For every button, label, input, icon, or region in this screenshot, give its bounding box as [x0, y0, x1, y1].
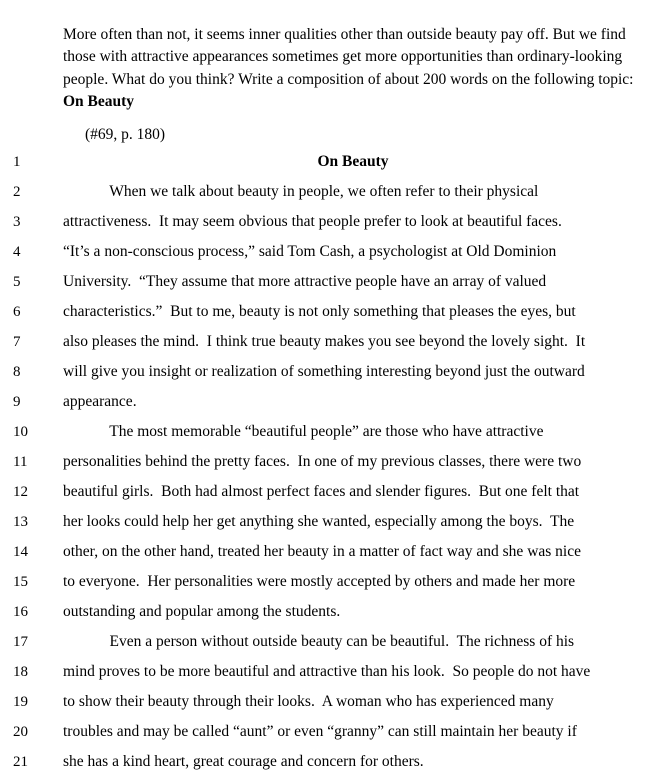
line-number: 1 — [13, 154, 21, 170]
essay-line — [0, 417, 661, 447]
source-reference: (#69, p. 180) — [85, 126, 166, 143]
essay-line-text: to everyone. Her personalities were mostly accepted by others and made her more — [63, 573, 576, 590]
essay-line — [0, 357, 661, 387]
essay-line — [0, 177, 661, 207]
line-number: 10 — [13, 424, 28, 440]
essay-line — [0, 477, 661, 507]
line-number: 7 — [13, 334, 21, 350]
essay-line-text: University. “They assume that more attractive people have an array of valued — [63, 273, 547, 290]
essay-line — [0, 237, 661, 267]
essay-line-text: she has a kind heart, great courage and concern for others. — [63, 753, 424, 770]
line-number: 15 — [13, 574, 28, 590]
essay-line — [0, 267, 661, 297]
essay-line-text: other, on the other hand, treated her beauty in a matter of fact way and she was nice — [63, 543, 581, 560]
essay-line-text: to show their beauty through their looks. A woman who has experienced many — [63, 693, 554, 710]
essay-line — [0, 597, 661, 627]
essay-line — [0, 297, 661, 327]
assignment-prompt-text: More often than not, it seems inner qualities other than outside beauty pay off. But we find those with attractive appearances sometimes get more opportunities than ordinary-looking people. What do you think? Write a composition of about 200 words on the following topic: — [63, 25, 634, 88]
line-number: 17 — [13, 634, 28, 650]
essay-line — [0, 507, 661, 537]
line-number: 9 — [13, 394, 21, 410]
line-number: 19 — [13, 694, 28, 710]
line-number: 21 — [13, 754, 28, 770]
essay-line-text: troubles and may be called “aunt” or even “granny” can still maintain her beauty if — [63, 723, 577, 740]
essay-line — [0, 657, 661, 687]
line-number: 20 — [13, 724, 28, 740]
line-number: 11 — [13, 454, 28, 470]
essay-line-text: outstanding and popular among the students. — [63, 603, 341, 620]
essay-line-text: beautiful girls. Both had almost perfect faces and slender figures. But one felt that — [63, 483, 580, 500]
essay-line — [0, 717, 661, 747]
essay-line — [0, 627, 661, 657]
essay-line-text: The most memorable “beautiful people” are those who have attractive — [63, 423, 544, 440]
essay-line — [0, 207, 661, 237]
line-number: 13 — [13, 514, 28, 530]
line-number: 14 — [13, 544, 28, 560]
line-number: 16 — [13, 604, 28, 620]
essay-line-text: When we talk about beauty in people, we often refer to their physical — [63, 183, 539, 200]
essay-title: On Beauty — [317, 153, 389, 170]
essay-line — [0, 567, 661, 597]
line-number: 12 — [13, 484, 28, 500]
line-number: 4 — [13, 244, 21, 260]
essay-line-text: “It’s a non-conscious process,” said Tom Cash, a psychologist at Old Dominion — [63, 243, 557, 260]
line-number: 5 — [13, 274, 21, 290]
line-number: 18 — [13, 664, 28, 680]
essay-line — [0, 147, 661, 177]
essay-line-text: personalities behind the pretty faces. In one of my previous classes, there were two — [63, 453, 582, 470]
essay-line — [0, 537, 661, 567]
essay-line-text: her looks could help her get anything she wanted, especially among the boys. The — [63, 513, 575, 530]
essay-line-text: attractiveness. It may seem obvious that people prefer to look at beautiful faces. — [63, 213, 562, 230]
essay-line — [0, 387, 661, 417]
line-number: 8 — [13, 364, 21, 380]
essay-line-text: also pleases the mind. I think true beauty makes you see beyond the lovely sight. It — [63, 333, 586, 350]
essay-line — [0, 327, 661, 357]
essay-line-text: appearance. — [63, 393, 137, 410]
essay-body — [0, 147, 661, 777]
essay-line-text: Even a person without outside beauty can be beautiful. The richness of his — [63, 633, 575, 650]
assignment-prompt — [63, 24, 649, 114]
essay-line — [0, 447, 661, 477]
line-number: 2 — [13, 184, 21, 200]
essay-line-text: characteristics.” But to me, beauty is not only something that pleases the eyes, but — [63, 303, 576, 320]
essay-line-text: mind proves to be more beautiful and attractive than his look. So people do not have — [63, 663, 591, 680]
essay-line-text: will give you insight or realization of something interesting beyond just the outward — [63, 363, 585, 380]
line-number: 3 — [13, 214, 21, 230]
essay-line — [0, 687, 661, 717]
assignment-topic: On Beauty — [63, 93, 135, 111]
line-number: 6 — [13, 304, 21, 320]
essay-line — [0, 747, 661, 777]
